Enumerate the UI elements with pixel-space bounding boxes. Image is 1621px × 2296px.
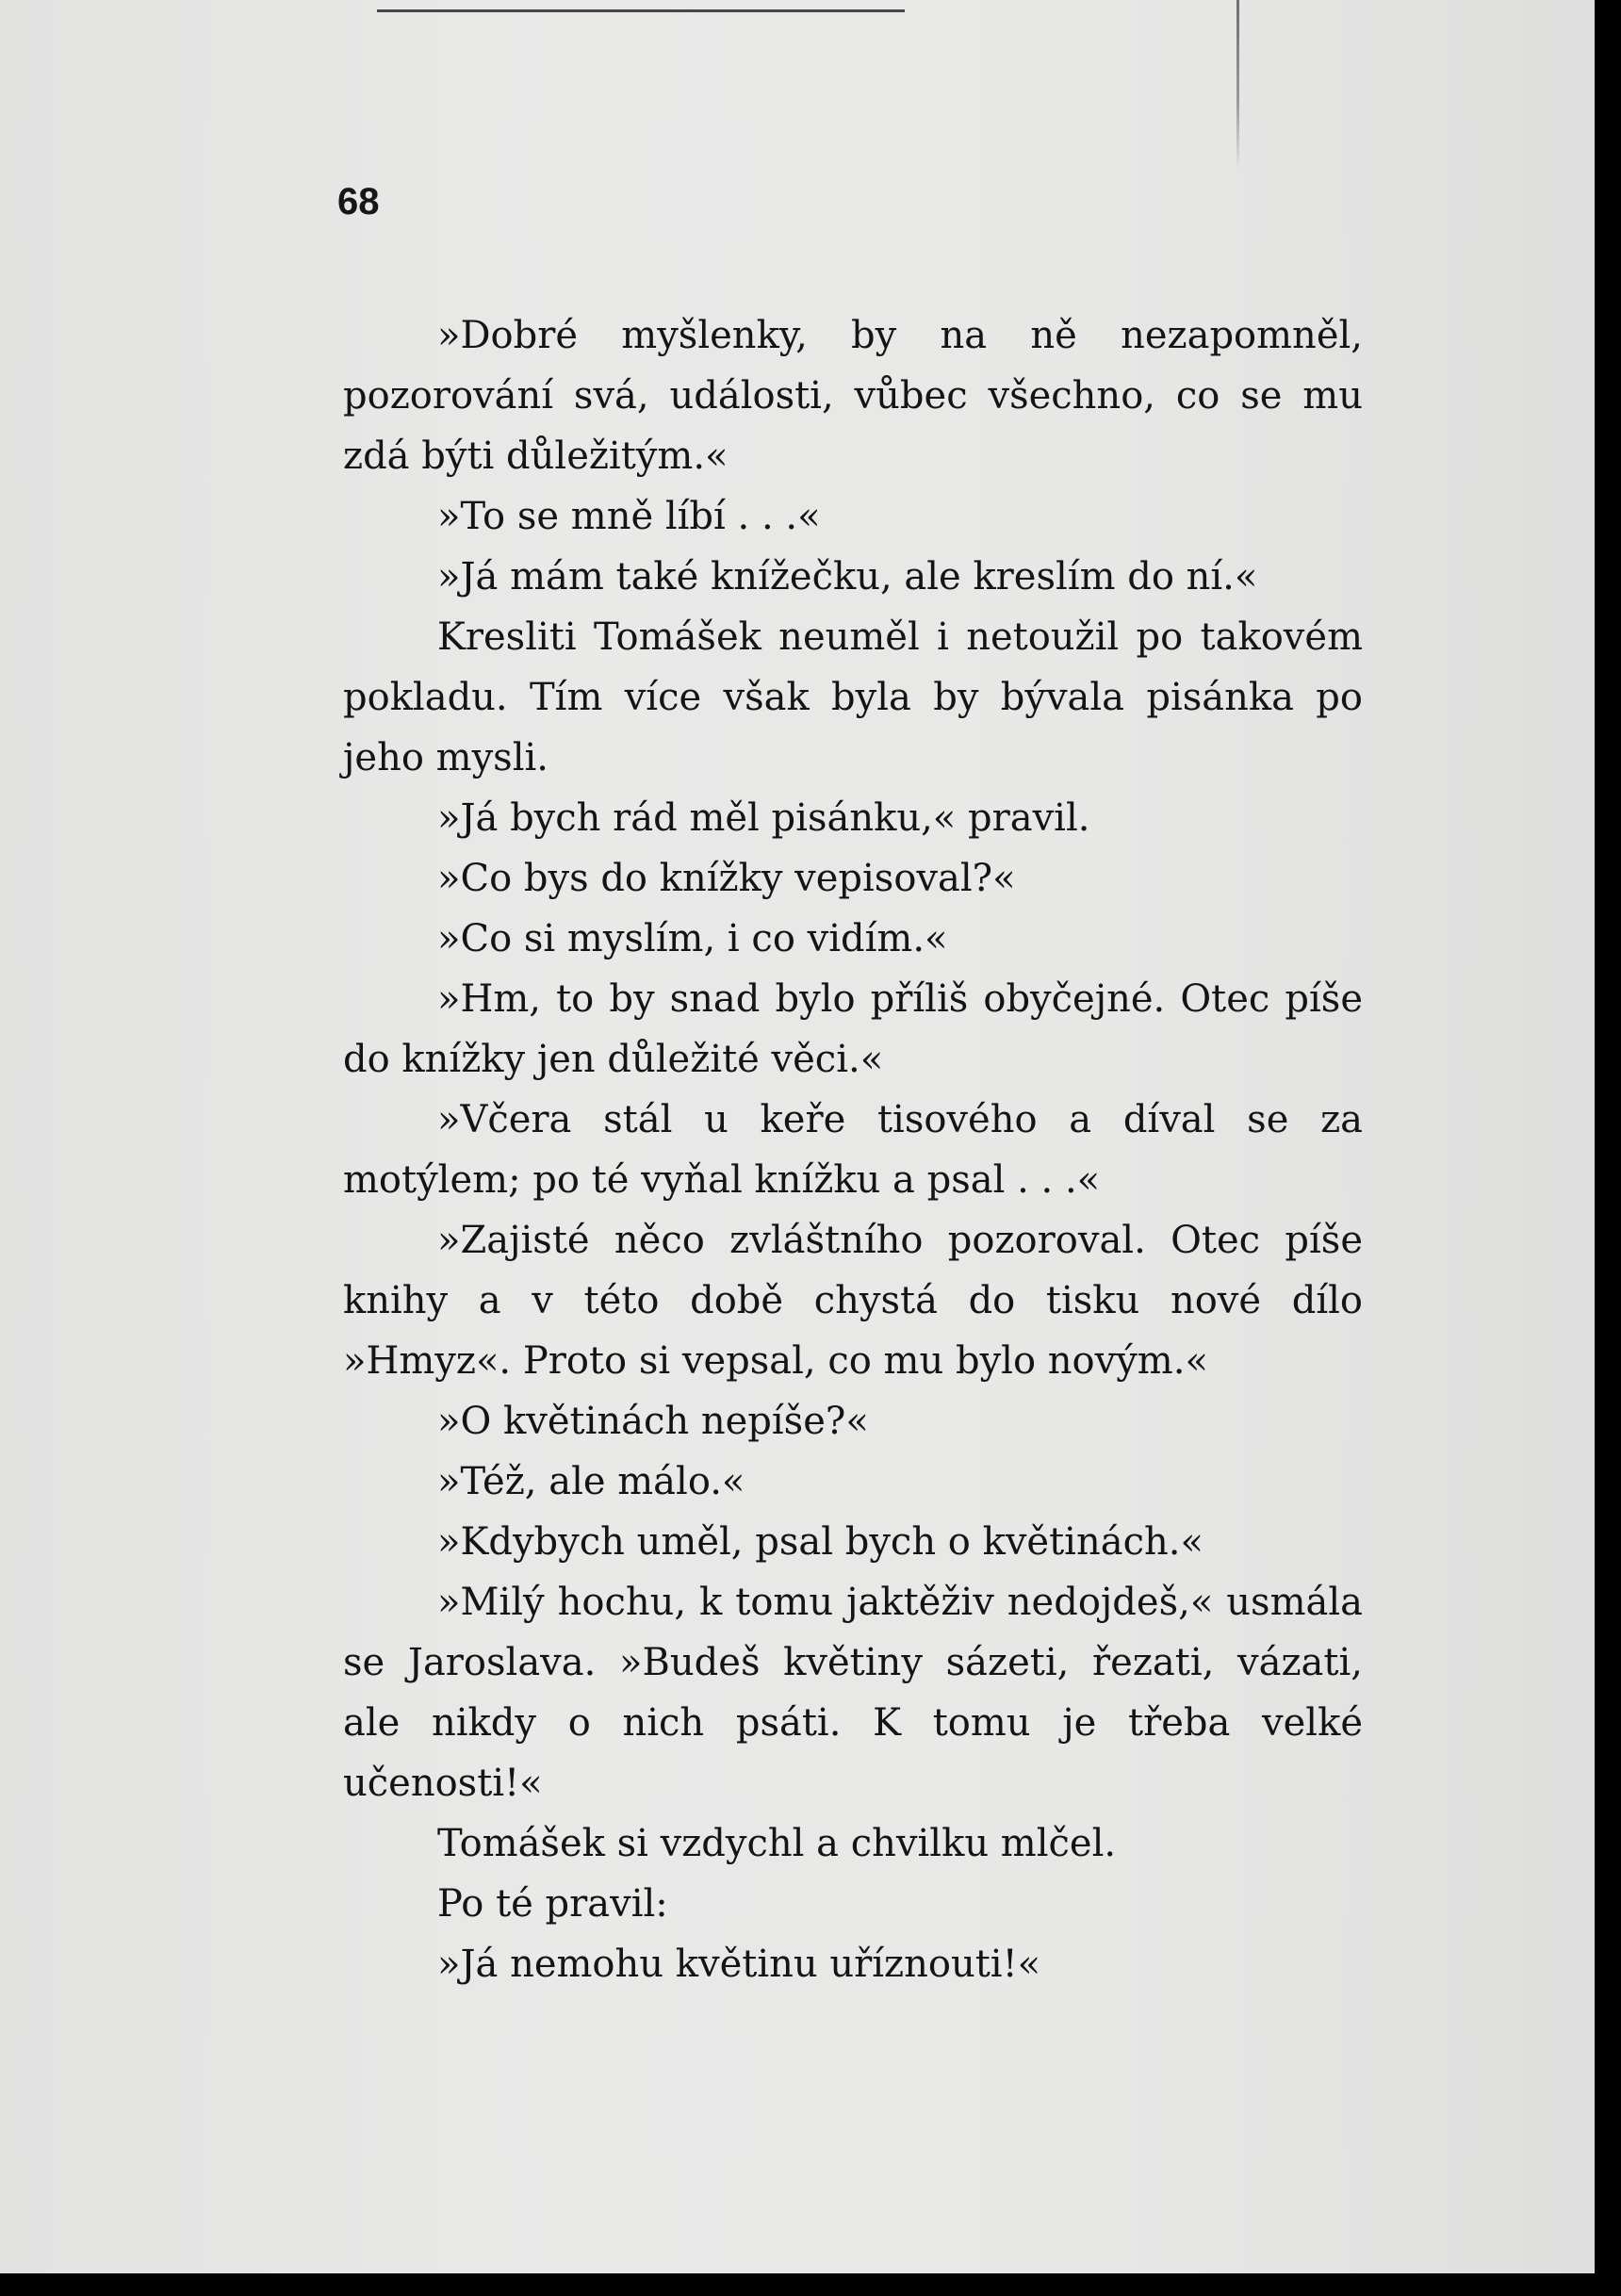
paragraph: »Já nemohu květinu uříznouti!« — [437, 1943, 1041, 1986]
paragraph: Tomášek si vzdychl a chvilku mlčel. — [437, 1822, 1117, 1865]
paragraph: »O květinách nepíše?« — [437, 1400, 869, 1443]
paragraph: »Zajisté něco zvláštního pozoroval. Otec píše knihy a v této době chystá do tisku nové dílo »Hmyz«. Proto si vepsal, co mu bylo novým.« — [343, 1219, 1363, 1383]
paragraph: »Co bys do knížky vepisoval?« — [437, 857, 1016, 900]
paragraph: »Milý hochu, k tomu jaktěživ nedojdeš,« usmála se Jaroslava. »Budeš květiny sázeti, řezati, vázati, ale nikdy o nich psáti. K tomu je třeba velké učenosti!« — [343, 1581, 1363, 1805]
paragraph: Po té pravil: — [437, 1882, 668, 1926]
paragraph: »Hm, to by snad bylo příliš obyčejné. Otec píše do knížky jen důležité věci.« — [343, 977, 1363, 1081]
page-fold-line — [1236, 0, 1239, 170]
paragraph: »To se mně líbí . . .« — [437, 495, 821, 538]
page-number: 68 — [337, 181, 380, 222]
body-text — [343, 305, 1363, 1994]
paragraph: »Co si myslím, i co vidím.« — [437, 917, 948, 960]
paragraph: Kresliti Tomášek neuměl i netoužil po takovém pokladu. Tím více však byla by bývala pisánka po jeho mysli. — [343, 615, 1363, 779]
paragraph: »Včera stál u keře tisového a díval se za motýlem; po té vyňal knížku a psal . . .« — [343, 1098, 1363, 1202]
paragraph: »Dobré myšlenky, by na ně nezapomněl, pozorování svá, události, vůbec všechno, co se mu zdá býti důležitým.« — [343, 314, 1363, 478]
paragraph: »Já mám také knížečku, ale kreslím do ní.« — [437, 555, 1258, 599]
top-edge-rule — [377, 9, 905, 12]
paragraph: »Kdybych uměl, psal bych o květinách.« — [437, 1520, 1203, 1564]
paragraph: »Též, ale málo.« — [437, 1460, 745, 1503]
paragraph: »Já bych rád měl pisánku,« pravil. — [437, 796, 1090, 840]
